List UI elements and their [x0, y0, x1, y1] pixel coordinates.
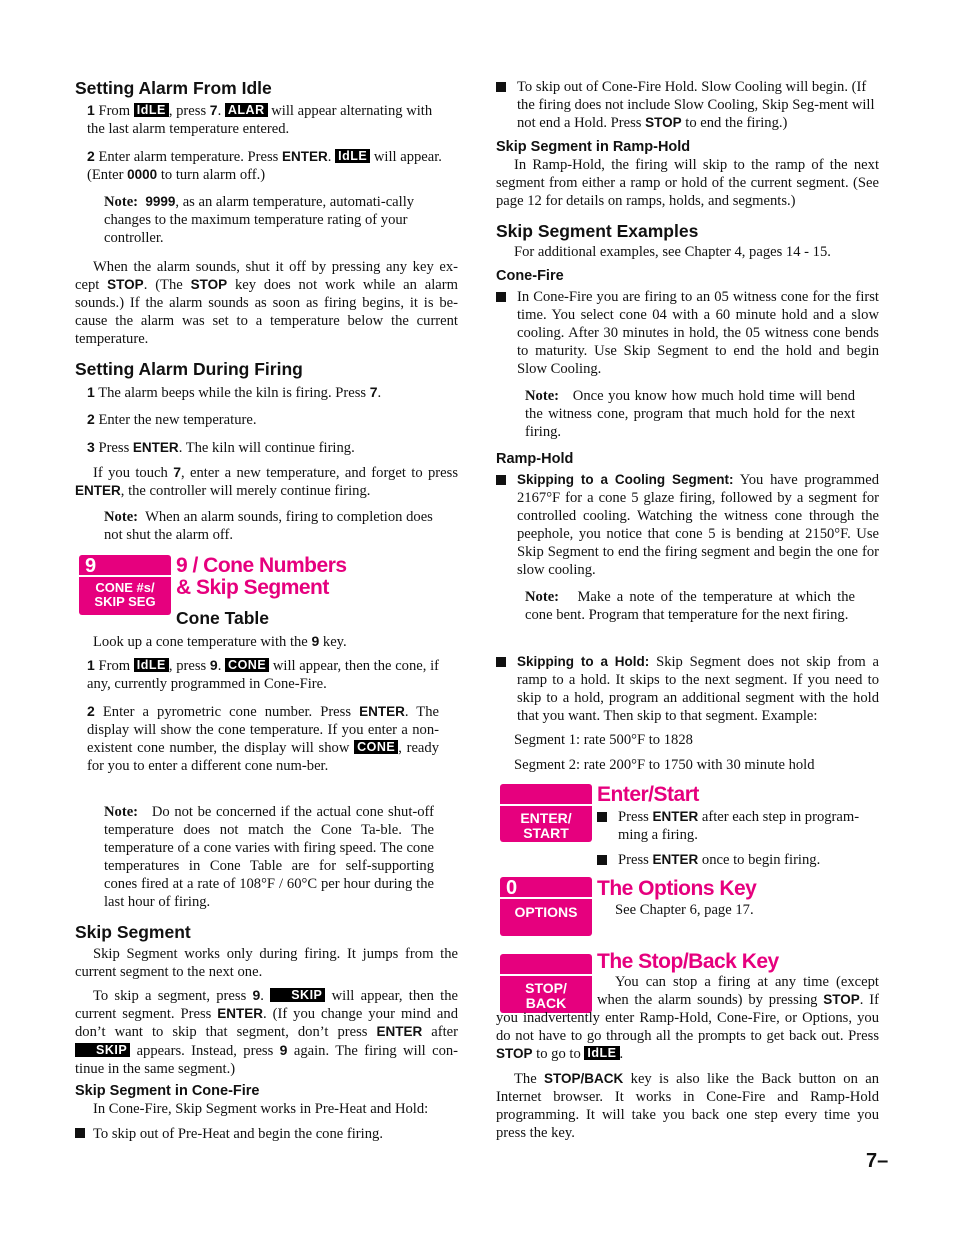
bullet-square-icon	[496, 292, 506, 302]
text: to turn alarm off.)	[160, 167, 266, 183]
skip-ramp-paragraph: In Ramp-Hold, the firing will skip to the ramp of the next segment from either a ramp or hold of the current segment. (See page 12 for details on ramps, holds, and segments.)	[496, 157, 879, 209]
cone-fire-example	[496, 288, 879, 378]
step-number: 1	[87, 384, 95, 400]
key-enter: ENTER	[217, 1006, 264, 1021]
enter-start-key-graphic	[500, 784, 592, 842]
firing-step-1	[87, 383, 452, 402]
note-label: Note:	[104, 194, 139, 210]
key-7: 7	[173, 464, 181, 480]
step-number: 2	[87, 411, 95, 427]
key-stop: STOP	[645, 115, 682, 130]
bullet-text	[618, 808, 879, 844]
bullet-square-icon	[496, 657, 506, 667]
text: to end the firing.)	[685, 115, 788, 131]
key-7: 7	[209, 102, 218, 118]
text: . (If you change your mind and don’t want to skip that segment, don’t press	[75, 1006, 459, 1040]
key-9: 9	[252, 987, 261, 1003]
heading-setting-alarm-idle: Setting Alarm From Idle	[75, 78, 272, 98]
key-enter: ENTER	[652, 809, 699, 824]
alarm-sounds-paragraph	[75, 258, 458, 348]
note-label: Note:	[104, 804, 139, 820]
enter-bullet-2	[597, 851, 879, 869]
text: . The display will show the cone temperature. If you enter a non-existent cone number, the display will show	[87, 704, 439, 756]
key-label-line2: BACK	[525, 995, 567, 1011]
step-number: 3	[87, 439, 95, 455]
heading-skip-segment: Skip Segment	[75, 922, 191, 942]
key-label-line1: ENTER/	[520, 810, 572, 826]
lcd-skip: SKIP	[270, 988, 325, 1002]
text: From	[98, 103, 131, 119]
text: . The kiln will continue firing.	[178, 440, 355, 456]
page-number: 7–	[866, 1150, 889, 1172]
key-enter: ENTER	[75, 483, 121, 498]
note-text: Make a note of the temperature at which the cone bent. Program that temperature for the next firing.	[525, 589, 855, 623]
cone-lookup-text	[93, 632, 458, 651]
note-witness-cone	[525, 387, 855, 441]
lead-text: Skipping to a Cooling Segment:	[517, 472, 734, 487]
text: will appear, then the current segment. Press	[75, 988, 458, 1022]
note-text: Once you know how much hold time will bend the witness cone, program that much hold for the next firing.	[525, 388, 855, 440]
heading-ramp-hold: Ramp-Hold	[496, 451, 574, 467]
skip-cone-bullet	[75, 1125, 458, 1143]
key-graphic-wrap-space	[496, 973, 597, 1009]
key-number: 0	[500, 877, 592, 899]
bullet-square-icon	[75, 1128, 85, 1138]
lcd-idle: IdLE	[335, 149, 370, 163]
firing-step-3	[87, 438, 452, 457]
step-number: 2	[87, 148, 95, 164]
bullet-text	[517, 78, 879, 132]
bullet-text: In Cone-Fire you are firing to an 05 witness cone for the first time. You select cone 04 with a 60 minute hold and a slow cooling. After 30 minutes in hold, the 05 witness cone bends to maturity. Use Skip Segment to end the hold and begin Slow Cooling.	[517, 289, 879, 377]
note-label: Note:	[525, 388, 560, 404]
text: Press	[618, 809, 649, 825]
key-label-line2: SKIP SEG	[94, 594, 156, 609]
step-number: 1	[87, 657, 95, 673]
enter-bullet-1	[597, 808, 879, 844]
text: Look up a cone temperature with the	[93, 634, 308, 650]
section-9-title	[176, 555, 347, 599]
text: To skip out of Pre-Heat and begin the cone firing.	[93, 1126, 383, 1142]
cone-skip-key-graphic	[79, 555, 171, 615]
section-title-line1: 9 / Cone Numbers	[176, 554, 347, 577]
lcd-alar: ALAR	[225, 103, 268, 117]
lcd-cone: CONE	[354, 740, 398, 754]
text: Enter alarm temperature. Press	[98, 149, 279, 165]
lcd-skip: SKIP	[75, 1043, 130, 1057]
text: Enter the new temperature.	[98, 412, 257, 428]
text: Press	[98, 440, 130, 456]
bullet-square-icon	[496, 475, 506, 485]
bullet-square-icon	[597, 812, 607, 822]
key-stop-back: STOP/BACK	[544, 1071, 624, 1086]
text: To skip a segment, press	[93, 988, 247, 1004]
key-9: 9	[279, 1042, 288, 1058]
text: , the controller will merely continue firing.	[120, 483, 371, 499]
lead-text: Skipping to a Hold:	[517, 654, 650, 669]
text: key.	[322, 634, 347, 650]
lcd-cone: CONE	[225, 658, 269, 672]
bullet-text	[517, 471, 879, 579]
text: will appear. (Enter	[87, 149, 442, 183]
text: once to begin firing.	[701, 852, 821, 868]
text: , press	[168, 103, 207, 119]
text: If you touch	[93, 465, 168, 481]
text: Skip Segment does not skip from a ramp to a hold. It skips to the next segment. If you need to skip to a hold, program an additional segment with the hold that you want. Then skip to that segment. Example:	[517, 654, 879, 724]
text: When the alarm sounds, shut it off by pressing any key ex-cept	[75, 259, 458, 293]
skip-how-paragraph	[75, 986, 458, 1078]
cooling-segment-example	[496, 471, 879, 579]
key-top	[500, 784, 592, 806]
note-alarm-9999	[104, 193, 434, 247]
key-stop: STOP	[823, 992, 860, 1007]
text: after each step in program-ming a firing.	[618, 809, 860, 843]
bullet-text	[618, 851, 879, 869]
bullet-square-icon	[597, 855, 607, 865]
firing-step-2	[87, 410, 452, 429]
idle-step-2	[87, 147, 452, 184]
key-9999: 9999	[145, 194, 176, 209]
step-number: 2	[87, 703, 95, 719]
lcd-idle: IdLE	[134, 658, 169, 672]
key-7: 7	[369, 384, 378, 400]
text: , enter a new temperature, and forget to press	[181, 465, 458, 481]
note-alarm-firing	[104, 508, 439, 544]
bullet-skip-hold	[496, 78, 879, 132]
key-enter: ENTER	[359, 704, 405, 719]
key-number: 9	[79, 555, 171, 577]
cone-step-1	[87, 656, 439, 693]
text: .	[377, 385, 382, 401]
key-label: OPTIONS	[514, 904, 578, 920]
text: The	[514, 1071, 537, 1087]
key-stop: STOP	[496, 1046, 533, 1061]
text: You can stop a firing at any time (except when the alarm sounds) by pressing	[597, 974, 879, 1008]
forget-enter-paragraph	[75, 463, 458, 500]
text: Enter a pyrometric cone number. Press	[102, 704, 352, 720]
text: . If you inadvertently enter Ramp-Hold, Cone-Fire, or Options, you do not have to go through all the prompts to get back out. Press	[496, 992, 879, 1044]
segment-2-example: Segment 2: rate 200°F to 1750 with 30 minute hold	[514, 757, 815, 773]
heading-setting-alarm-firing: Setting Alarm During Firing	[75, 359, 303, 379]
text: again. The firing will con-tinue in the same segment.)	[75, 1043, 459, 1077]
note-text: When an alarm sounds, firing to completion does not shut the alarm off.	[104, 509, 433, 543]
text: will appear, then the cone, if any, currently programmed in Cone-Fire.	[87, 658, 439, 692]
bullet-square-icon	[496, 82, 506, 92]
key-label-line1: CONE #s/	[95, 580, 155, 595]
key-stop: STOP	[107, 277, 144, 292]
text: will appear alternating with the last alarm temperature entered.	[87, 103, 433, 137]
text: Press	[618, 852, 649, 868]
heading-options-key: The Options Key	[597, 877, 757, 900]
text: .	[217, 658, 222, 674]
key-0000: 0000	[127, 167, 158, 182]
key-label-line1: STOP/	[525, 980, 567, 996]
heading-skip-examples: Skip Segment Examples	[496, 221, 699, 241]
bullet-text	[517, 653, 879, 725]
lcd-idle: IdLE	[584, 1046, 619, 1060]
heading-cone-table: Cone Table	[176, 608, 270, 628]
step-number: 1	[87, 102, 95, 118]
key-enter: ENTER	[652, 852, 699, 867]
lcd-idle: IdLE	[134, 103, 169, 117]
text: The alarm beeps while the kiln is firing. Press	[98, 385, 367, 401]
options-key-graphic	[500, 877, 592, 936]
note-text: Do not be concerned if the actual cone shut-off temperature does not match the Cone Ta-ble. The temperature of a cone varies with firing speed. The cone temperatures in Cone Table are for self-supporting cones fired at a rate of 108°F / 60°C per hour during the last hour of firing.	[104, 804, 434, 910]
text: , ready for you to enter a different cone num-ber.	[87, 740, 439, 774]
segment-1-example: Segment 1: rate 500°F to 1828	[514, 732, 693, 748]
heading-cone-fire: Cone-Fire	[496, 268, 564, 284]
text: . (The	[143, 277, 183, 293]
text: From	[98, 658, 131, 674]
note-label: Note:	[525, 589, 560, 605]
section-title-line2: & Skip Segment	[176, 576, 329, 599]
note-cone-bent	[525, 588, 855, 624]
text: .	[619, 1046, 624, 1062]
skip-intro-paragraph: Skip Segment works only during firing. It jumps from the current segment to the next one.	[75, 946, 458, 980]
key-9: 9	[209, 657, 218, 673]
options-text: See Chapter 6, page 17.	[615, 902, 754, 918]
skip-cone-intro: In Cone-Fire, Skip Segment works in Pre-Heat and Hold:	[93, 1101, 429, 1117]
text: .	[217, 103, 222, 119]
text: To skip out of Cone-Fire Hold. Slow Cooling will begin. (If the firing does not include Slow Cooling, Skip Seg-ment will not end a Hold. Press	[517, 79, 875, 131]
note-cone-temperature	[104, 803, 434, 911]
hold-example	[496, 653, 879, 725]
heading-skip-cone-fire: Skip Segment in Cone-Fire	[75, 1083, 260, 1099]
key-9: 9	[311, 633, 320, 649]
examples-intro: For additional examples, see Chapter 4, pages 14 - 15.	[514, 244, 831, 260]
heading-skip-ramp-hold: Skip Segment in Ramp-Hold	[496, 139, 691, 155]
text: after	[431, 1024, 459, 1040]
note-label: Note:	[104, 509, 139, 525]
heading-stop-back-key: The Stop/Back Key	[597, 950, 779, 973]
text: key does not work while an alarm sounds.) If the alarm sounds as soon as firing begins, it is be-cause the alarm was set to a temperature below the current temperature.	[75, 277, 458, 347]
text: , press	[168, 658, 207, 674]
text: You have programmed 2167°F for a cone 5 glaze firing, followed by a segment for controlled cooling. Watching the witness cone through the peephole, you notice that cone 5 is bending at 2150°F. Use Skip Segment to end the firing segment and begin the one for slow cooling.	[517, 472, 879, 578]
key-enter: ENTER	[376, 1024, 423, 1039]
note-text: , as an alarm temperature, automati-cally changes to the maximum temperature rating of your controller.	[104, 194, 415, 246]
stop-back-paragraph	[496, 1070, 879, 1142]
key-stop: STOP	[190, 277, 228, 292]
text: to go to	[536, 1046, 581, 1062]
key-enter: ENTER	[132, 440, 179, 455]
text: key is also like the Back button on an Internet browser. It works in Cone-Fire and Ramp-Hold programming. It will take you back one step every time you press the key.	[496, 1071, 879, 1141]
heading-enter-start: Enter/Start	[597, 783, 699, 806]
idle-step-1	[87, 101, 452, 138]
text: .	[260, 988, 264, 1004]
key-label-line2: START	[523, 825, 569, 841]
text: appears. Instead, press	[136, 1043, 274, 1059]
stop-paragraph	[496, 973, 879, 1063]
text: .	[327, 149, 332, 165]
cone-step-2	[87, 702, 439, 775]
key-enter: ENTER	[282, 149, 328, 164]
